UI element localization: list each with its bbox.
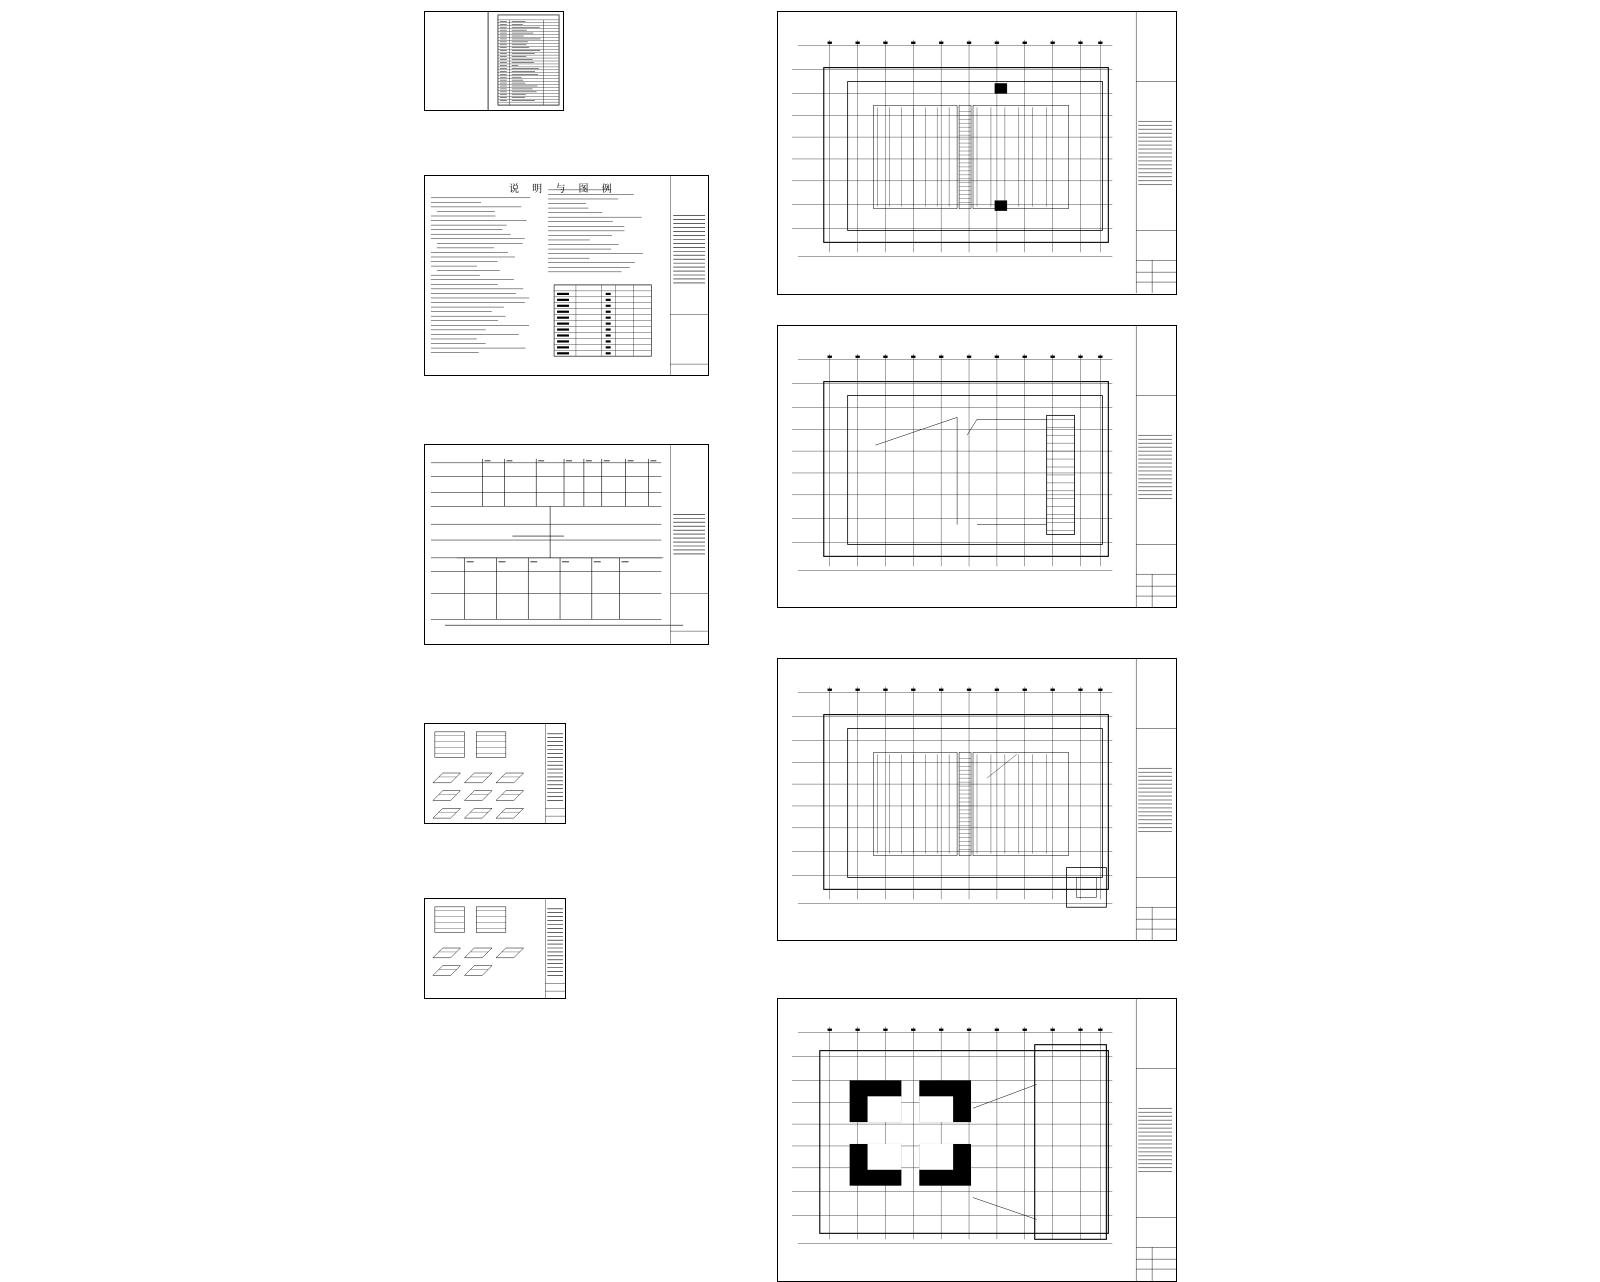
system-riser-diagram <box>425 445 708 644</box>
drawing-list-table <box>425 12 563 110</box>
floor-plan-sheet-3[interactable] <box>777 658 1177 941</box>
roof-plan-sheet[interactable] <box>777 998 1177 1282</box>
floor-plan-sheet-1[interactable] <box>777 11 1177 295</box>
floor-plan-3 <box>778 659 1176 940</box>
detail-sheet-b[interactable] <box>424 898 566 999</box>
floor-plan-sheet-2[interactable] <box>777 325 1177 608</box>
detail-drawing-a <box>425 724 565 823</box>
design-notes-drawing <box>425 176 708 375</box>
roof-plan <box>778 999 1176 1281</box>
floor-plan-1 <box>778 12 1176 294</box>
detail-sheet-a[interactable] <box>424 723 566 824</box>
detail-drawing-b <box>425 899 565 998</box>
design-notes-sheet[interactable] <box>424 175 709 376</box>
system-diagram-sheet[interactable] <box>424 444 709 645</box>
notes-title: 说 明 与 图 例 <box>509 184 617 195</box>
drawing-list-sheet[interactable] <box>424 11 564 111</box>
floor-plan-2 <box>778 326 1176 607</box>
